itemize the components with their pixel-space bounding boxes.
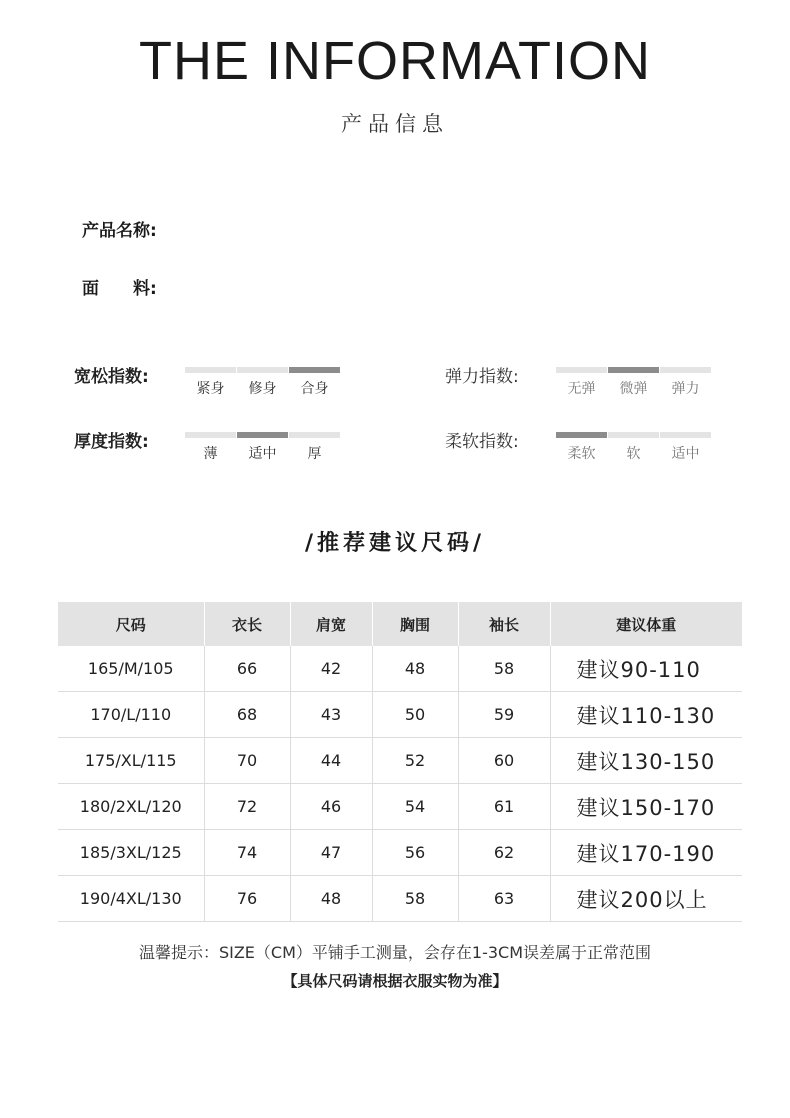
- cell-weight: 建议150-170: [550, 784, 742, 830]
- header-sleeve: 袖长: [458, 602, 550, 646]
- page-subtitle: 产品信息: [341, 112, 449, 136]
- softness-option-3: 适中: [671, 446, 700, 462]
- elasticity-bar-3: [660, 367, 711, 373]
- cell-size: 175/XL/115: [58, 738, 204, 784]
- size-section-title: /推荐建议尺码/: [304, 531, 486, 556]
- cell-length: 76: [204, 876, 290, 922]
- thickness-option-1: 薄: [203, 446, 218, 462]
- cell-chest: 54: [372, 784, 458, 830]
- cell-sleeve: 63: [458, 876, 550, 922]
- fit-index: [74, 362, 404, 412]
- cell-size: 185/3XL/125: [58, 830, 204, 876]
- elasticity-bar-1: [556, 367, 607, 373]
- elasticity-option-2: 微弹: [619, 381, 648, 397]
- header-chest: 胸围: [372, 602, 458, 646]
- elasticity-index: [445, 362, 775, 412]
- fit-bar-1: [185, 367, 236, 373]
- cell-chest: 56: [372, 830, 458, 876]
- softness-bar-1: [556, 432, 607, 438]
- fit-option-3: 合身: [300, 381, 329, 397]
- cell-shoulder: 44: [290, 738, 372, 784]
- table-row: [58, 692, 742, 738]
- table-row: [58, 646, 742, 692]
- fit-bar-2: [237, 367, 288, 373]
- elasticity-option-3: 弹力: [671, 381, 700, 397]
- cell-weight: 建议110-130: [550, 692, 742, 738]
- elasticity-option-1: 无弹: [567, 381, 596, 397]
- cell-size: 190/4XL/130: [58, 876, 204, 922]
- header-weight: 建议体重: [550, 602, 742, 646]
- cell-weight: 建议200以上: [550, 876, 742, 922]
- table-row: [58, 784, 742, 830]
- cell-length: 66: [204, 646, 290, 692]
- cell-length: 72: [204, 784, 290, 830]
- product-name-label: 产品名称:: [82, 221, 157, 241]
- table-row: [58, 830, 742, 876]
- cell-length: 70: [204, 738, 290, 784]
- softness-index: [445, 427, 775, 477]
- header-shoulder: 肩宽: [290, 602, 372, 646]
- table-row: [58, 876, 742, 922]
- cell-shoulder: 42: [290, 646, 372, 692]
- cell-shoulder: 43: [290, 692, 372, 738]
- thickness-bar-3: [289, 432, 340, 438]
- cell-sleeve: 58: [458, 646, 550, 692]
- cell-size: 180/2XL/120: [58, 784, 204, 830]
- measurement-note: 温馨提示：SIZE（CM）平铺手工测量，会存在1-3CM误差属于正常范围: [138, 943, 652, 962]
- elasticity-index-label: 弹力指数:: [445, 367, 519, 387]
- cell-length: 68: [204, 692, 290, 738]
- thickness-index-label: 厚度指数:: [74, 432, 149, 452]
- cell-size: 170/L/110: [58, 692, 204, 738]
- softness-index-label: 柔软指数:: [445, 432, 519, 452]
- cell-chest: 52: [372, 738, 458, 784]
- cell-sleeve: 59: [458, 692, 550, 738]
- cell-weight: 建议130-150: [550, 738, 742, 784]
- cell-shoulder: 47: [290, 830, 372, 876]
- header-size: 尺码: [58, 602, 204, 646]
- softness-option-1: 柔软: [567, 446, 596, 462]
- thickness-bar-2: [237, 432, 288, 438]
- thickness-index: [74, 427, 404, 477]
- table-row: [58, 738, 742, 784]
- cell-sleeve: 62: [458, 830, 550, 876]
- actual-product-note: 【具体尺码请根据衣服实物为准】: [282, 972, 508, 990]
- fit-index-label: 宽松指数:: [74, 367, 149, 387]
- thickness-option-2: 适中: [248, 446, 277, 462]
- softness-bar-3: [660, 432, 711, 438]
- thickness-option-3: 厚: [307, 446, 322, 462]
- cell-size: 165/M/105: [58, 646, 204, 692]
- cell-shoulder: 48: [290, 876, 372, 922]
- fit-bar-3: [289, 367, 340, 373]
- cell-chest: 50: [372, 692, 458, 738]
- page-title: THE INFORMATION: [139, 31, 651, 91]
- cell-length: 74: [204, 830, 290, 876]
- elasticity-bar-2: [608, 367, 659, 373]
- fit-option-2: 修身: [248, 381, 277, 397]
- size-table-header-row: [58, 602, 742, 646]
- fabric-label: 面 料:: [82, 279, 157, 299]
- cell-shoulder: 46: [290, 784, 372, 830]
- softness-option-2: 软: [626, 446, 641, 462]
- size-table: [58, 602, 742, 922]
- cell-chest: 48: [372, 646, 458, 692]
- softness-bar-2: [608, 432, 659, 438]
- cell-chest: 58: [372, 876, 458, 922]
- cell-sleeve: 61: [458, 784, 550, 830]
- fit-option-1: 紧身: [196, 381, 225, 397]
- cell-sleeve: 60: [458, 738, 550, 784]
- header-length: 衣长: [204, 602, 290, 646]
- thickness-bar-1: [185, 432, 236, 438]
- cell-weight: 建议170-190: [550, 830, 742, 876]
- cell-weight: 建议90-110: [550, 646, 742, 692]
